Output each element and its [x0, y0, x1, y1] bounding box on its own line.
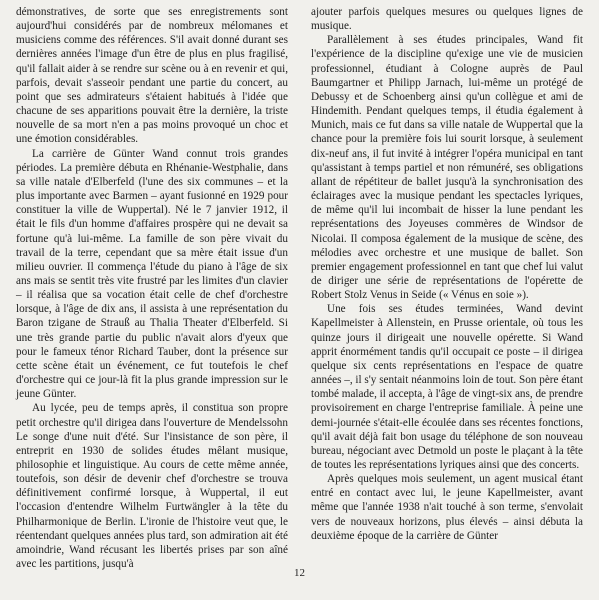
paragraph-7: Après quelques mois seulement, un agent musical étant entré en contact avec lui, le jeune Kapellmeister, avant même que l'année 1938 n'ait touché à son terme, s'envolait vers de nouveaux horizons, plus élevés – ainsi débuta la deuxième époque de la carrière de Günter	[311, 473, 583, 542]
left-column	[16, 5, 288, 571]
paragraph-5: Parallèlement à ses études principales, Wand fit l'expérience de la discipline qu'exige une vie de musicien professionnel, étudiant à Cologne auprès de Paul Baumgartner et Philipp Jarnach, lui-même un protégé de Debussy et de Schoenberg ainsi qu'un collègue et ami de Hindemith. Pendant quelques temps, il étudia également à Munich, mais ce fut dans sa ville natale de Wuppertal que la chance pour la première fois lui sourit lorsque, à seulement dix-neuf ans, il fut invité à intégrer l'opéra municipal en tant qu'assistant à temps partiel et non rémunéré, ses obligations allant de répétiteur de ballet jusqu'à la synchronisation des éclairages avec la musique pendant les spectacles lyriques, de même qu'il lui incombait de hisser la lune pendant les représentations des Joyeuses commères de Windsor de Nicolai. Il composa également de la musique de scène, des mélodies avec orchestre et une musique de ballet. Son premier engagement professionnel en tant que chef lui valut de diriger une série de représentations de l'opérette de Robert Stolz Venus in Seide (« Vénus en soie »).	[311, 34, 583, 302]
right-column	[311, 5, 583, 543]
page-number: 12	[294, 567, 305, 579]
paragraph-1: démonstratives, de sorte que ses enregistrements sont aujourd'hui considérés par de nombreux mélomanes et musiciens comme des références. S'il avait donné durant ses dernières années l'image d'un être de plus en plus fragilisé, qu'il fallait aider à se rendre sur scène ou à en revenir et qui, parfois, devait s'asseoir pendant une partie du concert, au point que ses admirateurs s'étaient habitués à l'idée que chacune de ses apparitions pouvait être la dernière, la triste nouvelle de sa mort n'en a pas moins provoqué un choc et une émotion considérables.	[16, 6, 288, 146]
paragraph-3: Au lycée, peu de temps après, il constitua son propre petit orchestre qu'il dirigea dans l'ouverture de Mendelssohn Le songe d'une nuit d'été. Sur l'insistance de son père, il entreprit en 1930 de solides études mêlant musique, philosophie et linguistique. Au cours de cette même année, toutefois, son désir de devenir chef d'orchestre se trouva définitivement confirmé lorsque, à Wuppertal, il eut l'occasion d'entendre Wilhelm Furtwängler à la tête du Philharmonique de Berlin. L'ironie de l'histoire veut que, le réentendant quelques années plus tard, son admiration ait été amoindrie, Wand récusant les libertés prises par son aîné avec les partitions, jusqu'à	[16, 402, 288, 571]
paragraph-6: Une fois ses études terminées, Wand devint Kapellmeister à Allenstein, en Prusse orientale, où tous les quinze jours il dirigeait une nouvelle opérette. Si Wand apprit énormément tandis qu'il occupait ce poste – il dirigea quelque six cents représentations en l'espace de quatre années –, il s'y sentait néanmoins loin de tout. Son père étant tombé malade, il accepta, à l'âge de vingt-six ans, de prendre provisoirement en charge l'entreprise familiale. À peine une demi-journée s'était-elle écoulée dans ses récentes fonctions, qu'il avait déjà fait bon usage du téléphone de son nouveau bureau, négociant avec Detmold un poste le plaçant à la tête de toutes les représentations lyriques ainsi que des concerts.	[311, 303, 584, 471]
paragraph-2: La carrière de Günter Wand connut trois grandes périodes. La première débuta en Rhénanie-Westphalie, dans sa ville natale d'Elberfeld (l'une des six communes – et la plus importante avec Barmen – ayant fusionné en 1929 pour constituer la ville de Wuppertal). Né le 7 janvier 1912, il était le fils d'un homme d'affaires prospère qui ne devait sa fortune qu'à lui-même. La famille de son père vivait du travail de la terre, cependant que sa mère était issue d'un milieu ouvrier. Il commença l'étude du piano à l'âge de six ans mais se sentit très vite frustré par les limites d'un clavier – il réalisa que sa vocation était celle de chef d'orchestre lorsque, à l'âge de dix ans, il assista à une représentation du Baron tzigane de Strauß au Thalia Theater d'Elberfeld. Si une très grande partie du public n'avait alors d'yeux que pour le fameux ténor Richard Tauber, dont la présence sur cette scène était un événement, ce fut toutefois le chef d'orchestre qui ce jour-là fit la plus grande impression sur le jeune Günter.	[16, 147, 288, 401]
paragraph-4: ajouter parfois quelques mesures ou quelques lignes de musique.	[311, 6, 583, 33]
